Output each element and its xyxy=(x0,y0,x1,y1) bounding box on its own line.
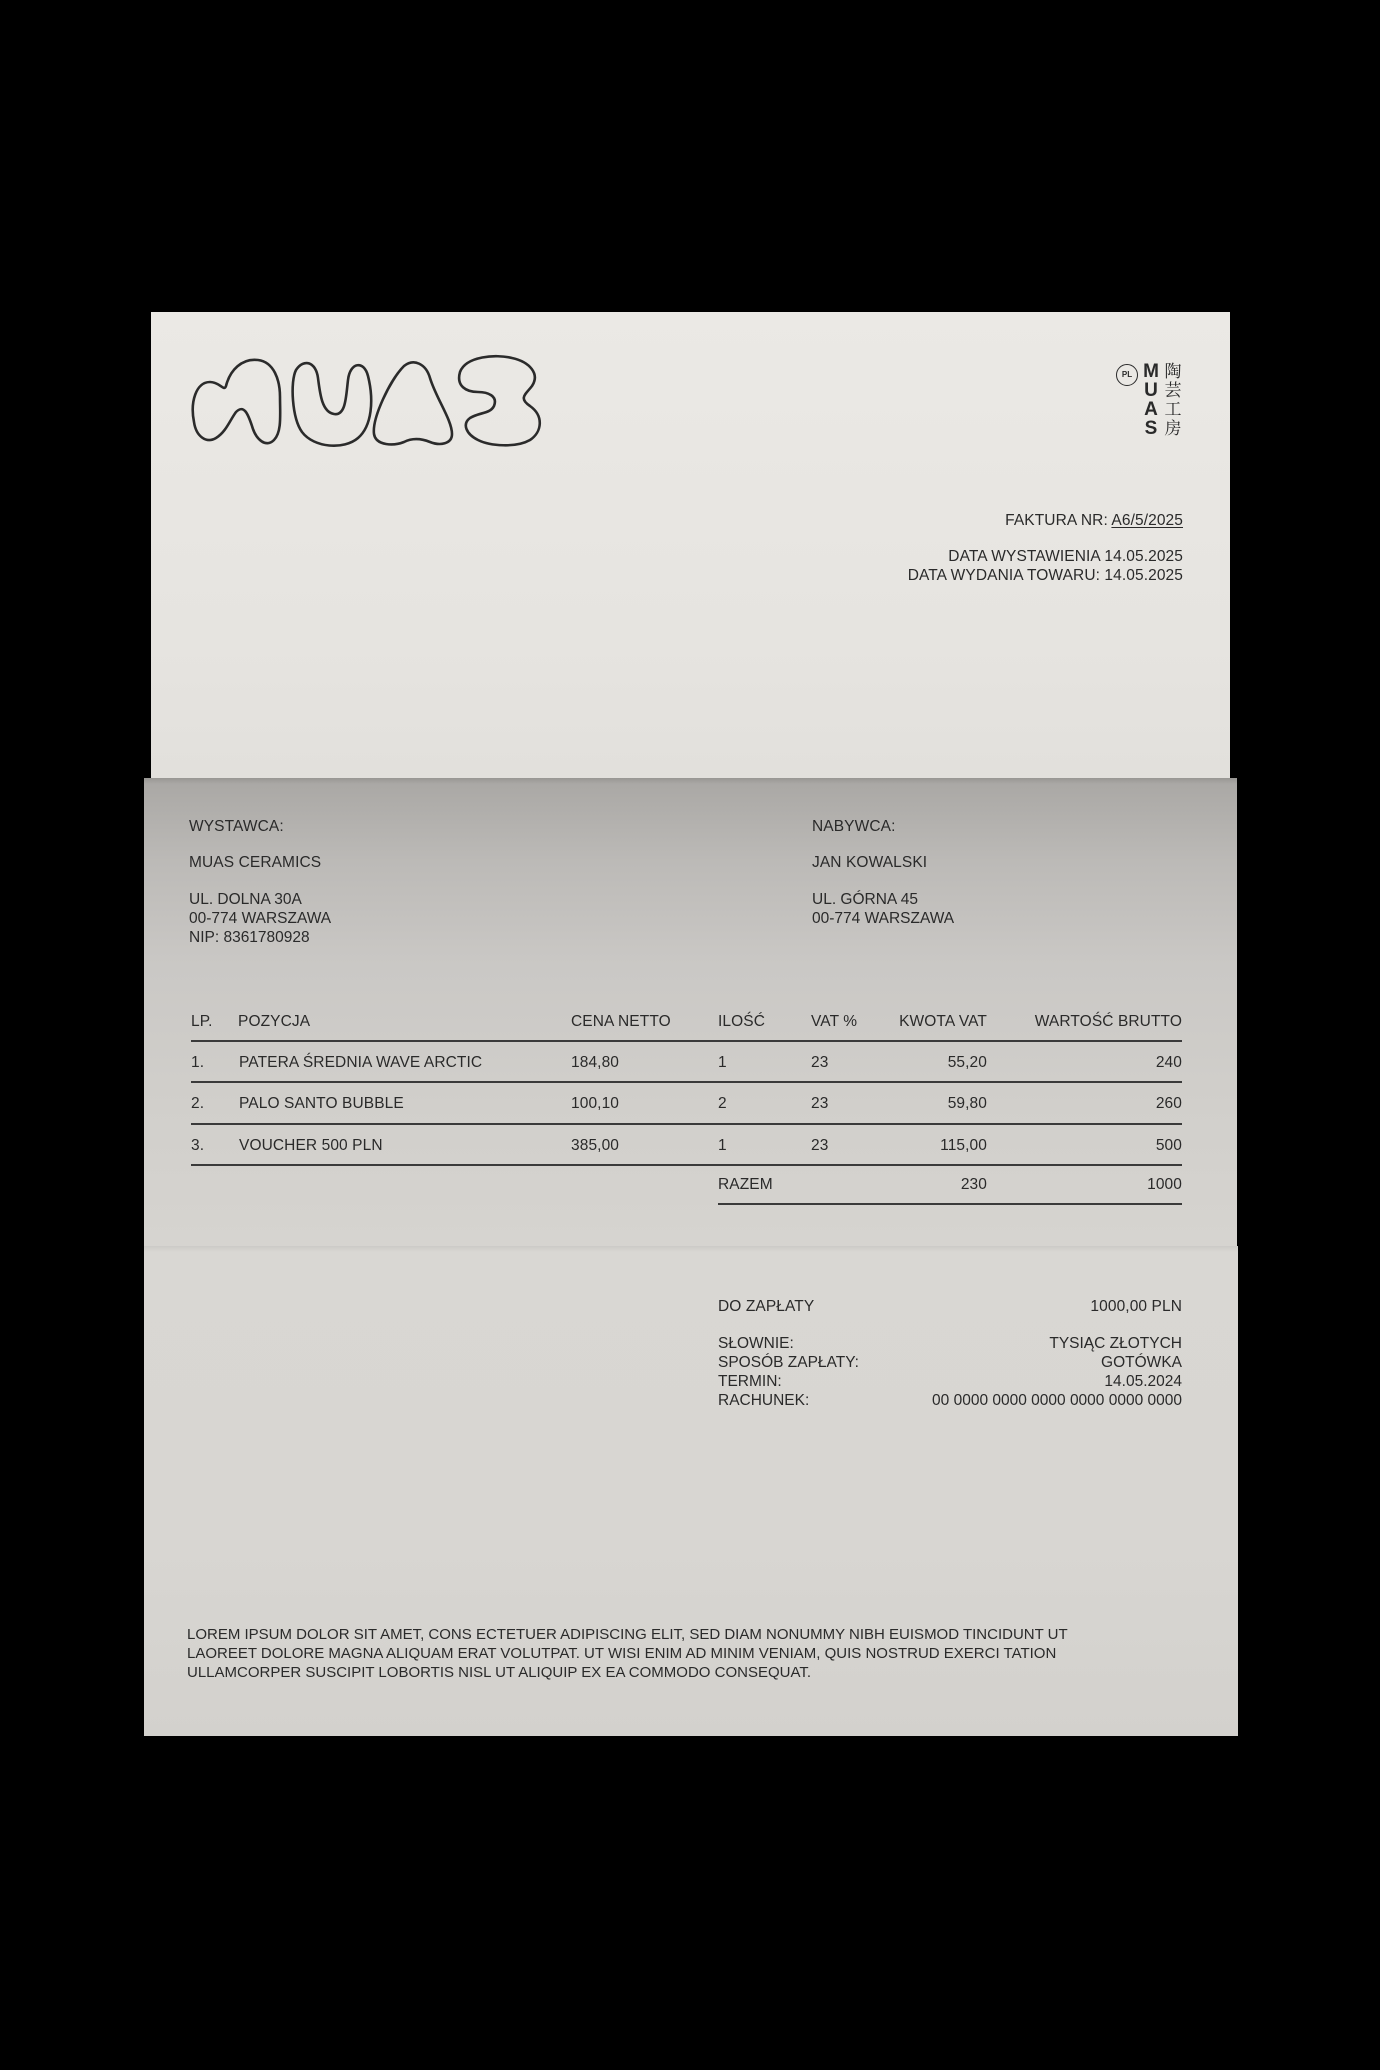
row-gross: 260 xyxy=(1155,1095,1182,1112)
seller-label: WYSTAWCA: xyxy=(189,818,284,835)
header-vat-amount: KWOTA VAT xyxy=(899,1013,987,1030)
table-rule xyxy=(191,1123,1182,1125)
table-rule xyxy=(191,1040,1182,1042)
buyer-label: NABYWCA: xyxy=(812,818,896,835)
brand-mark-latin: M U A S xyxy=(1143,361,1159,439)
row-qty: 1 xyxy=(718,1054,727,1071)
muas-logo xyxy=(190,352,546,452)
delivery-date: DATA WYDANIA TOWARU: 14.05.2025 xyxy=(907,567,1183,584)
row-vat-amount: 59,80 xyxy=(947,1095,987,1112)
header-net-price: CENA NETTO xyxy=(571,1013,671,1030)
header-item: POZYCJA xyxy=(238,1013,311,1030)
row-vat-rate: 23 xyxy=(811,1054,829,1071)
row-qty: 2 xyxy=(718,1095,727,1112)
brand-mark-cjk: 陶 芸 工 房 xyxy=(1164,362,1182,438)
due-label: DO ZAPŁATY xyxy=(718,1298,815,1315)
buyer-name: JAN KOWALSKI xyxy=(812,854,928,871)
footer-note: LOREM IPSUM DOLOR SIT AMET, CONS ECTETUER ADIPISCING ELIT, SED DIAM NONUMMY NIBH EUISMOD TINCIDUNT UT LAOREET DOLORE MAGNA ALIQUAM ERAT VOLUTPAT. UT WISI ENIM AD MINIM VENIAM, QUIS NOSTRUD EXERCI TATION ULLAMCORPER SUSCIPIT LOBORTIS NISL UT ALIQUIP EX EA COMMODO CONSEQUAT. xyxy=(187,1626,1068,1681)
row-vat-rate: 23 xyxy=(811,1137,829,1154)
seller-address: UL. DOLNA 30A 00-774 WARSZAWA NIP: 8361780928 xyxy=(189,891,332,946)
seller-name: MUAS CERAMICS xyxy=(189,854,322,871)
due-value: 1000,00 PLN xyxy=(1090,1298,1182,1315)
row-item: PALO SANTO BUBBLE xyxy=(239,1095,404,1112)
fold-crease-lower xyxy=(144,1246,1238,1252)
header-vat-rate: VAT % xyxy=(811,1013,858,1030)
header-lp: LP. xyxy=(191,1013,213,1030)
row-net-price: 385,00 xyxy=(571,1137,620,1154)
row-vat-amount: 55,20 xyxy=(947,1054,987,1071)
payment-labels: SŁOWNIE: SPOSÓB ZAPŁATY: TERMIN: RACHUNEK: xyxy=(718,1335,859,1409)
payment-values: TYSIĄC ZŁOTYCH GOTÓWKA 14.05.2024 00 0000 0000 0000 0000 0000 0000 xyxy=(932,1335,1182,1409)
row-item: VOUCHER 500 PLN xyxy=(239,1137,383,1154)
header-qty: ILOŚĆ xyxy=(718,1013,766,1030)
row-gross: 500 xyxy=(1155,1137,1182,1154)
table-rule xyxy=(191,1081,1182,1083)
buyer-address: UL. GÓRNA 45 00-774 WARSZAWA xyxy=(812,891,955,927)
header-gross: WARTOŚĆ BRUTTO xyxy=(1034,1013,1182,1030)
table-rule xyxy=(191,1164,1182,1166)
table-rule xyxy=(718,1203,1182,1205)
fold-crease-upper xyxy=(144,778,1238,784)
badge-icon: PL xyxy=(1116,364,1138,386)
row-qty: 1 xyxy=(718,1137,727,1154)
issue-date: DATA WYSTAWIENIA 14.05.2025 xyxy=(948,548,1183,565)
row-net-price: 100,10 xyxy=(571,1095,620,1112)
invoice-number: FAKTURA NR: A6/5/2025 xyxy=(1005,512,1183,529)
row-lp: 1. xyxy=(191,1054,205,1071)
total-gross: 1000 xyxy=(1147,1176,1182,1193)
row-net-price: 184,80 xyxy=(571,1054,620,1071)
row-lp: 2. xyxy=(191,1095,205,1112)
row-item: PATERA ŚREDNIA WAVE ARCTIC xyxy=(239,1054,483,1071)
row-gross: 240 xyxy=(1155,1054,1182,1071)
total-vat-amount: 230 xyxy=(960,1176,987,1193)
total-label: RAZEM xyxy=(718,1176,773,1193)
row-vat-rate: 23 xyxy=(811,1095,829,1112)
row-lp: 3. xyxy=(191,1137,205,1154)
row-vat-amount: 115,00 xyxy=(940,1137,987,1154)
